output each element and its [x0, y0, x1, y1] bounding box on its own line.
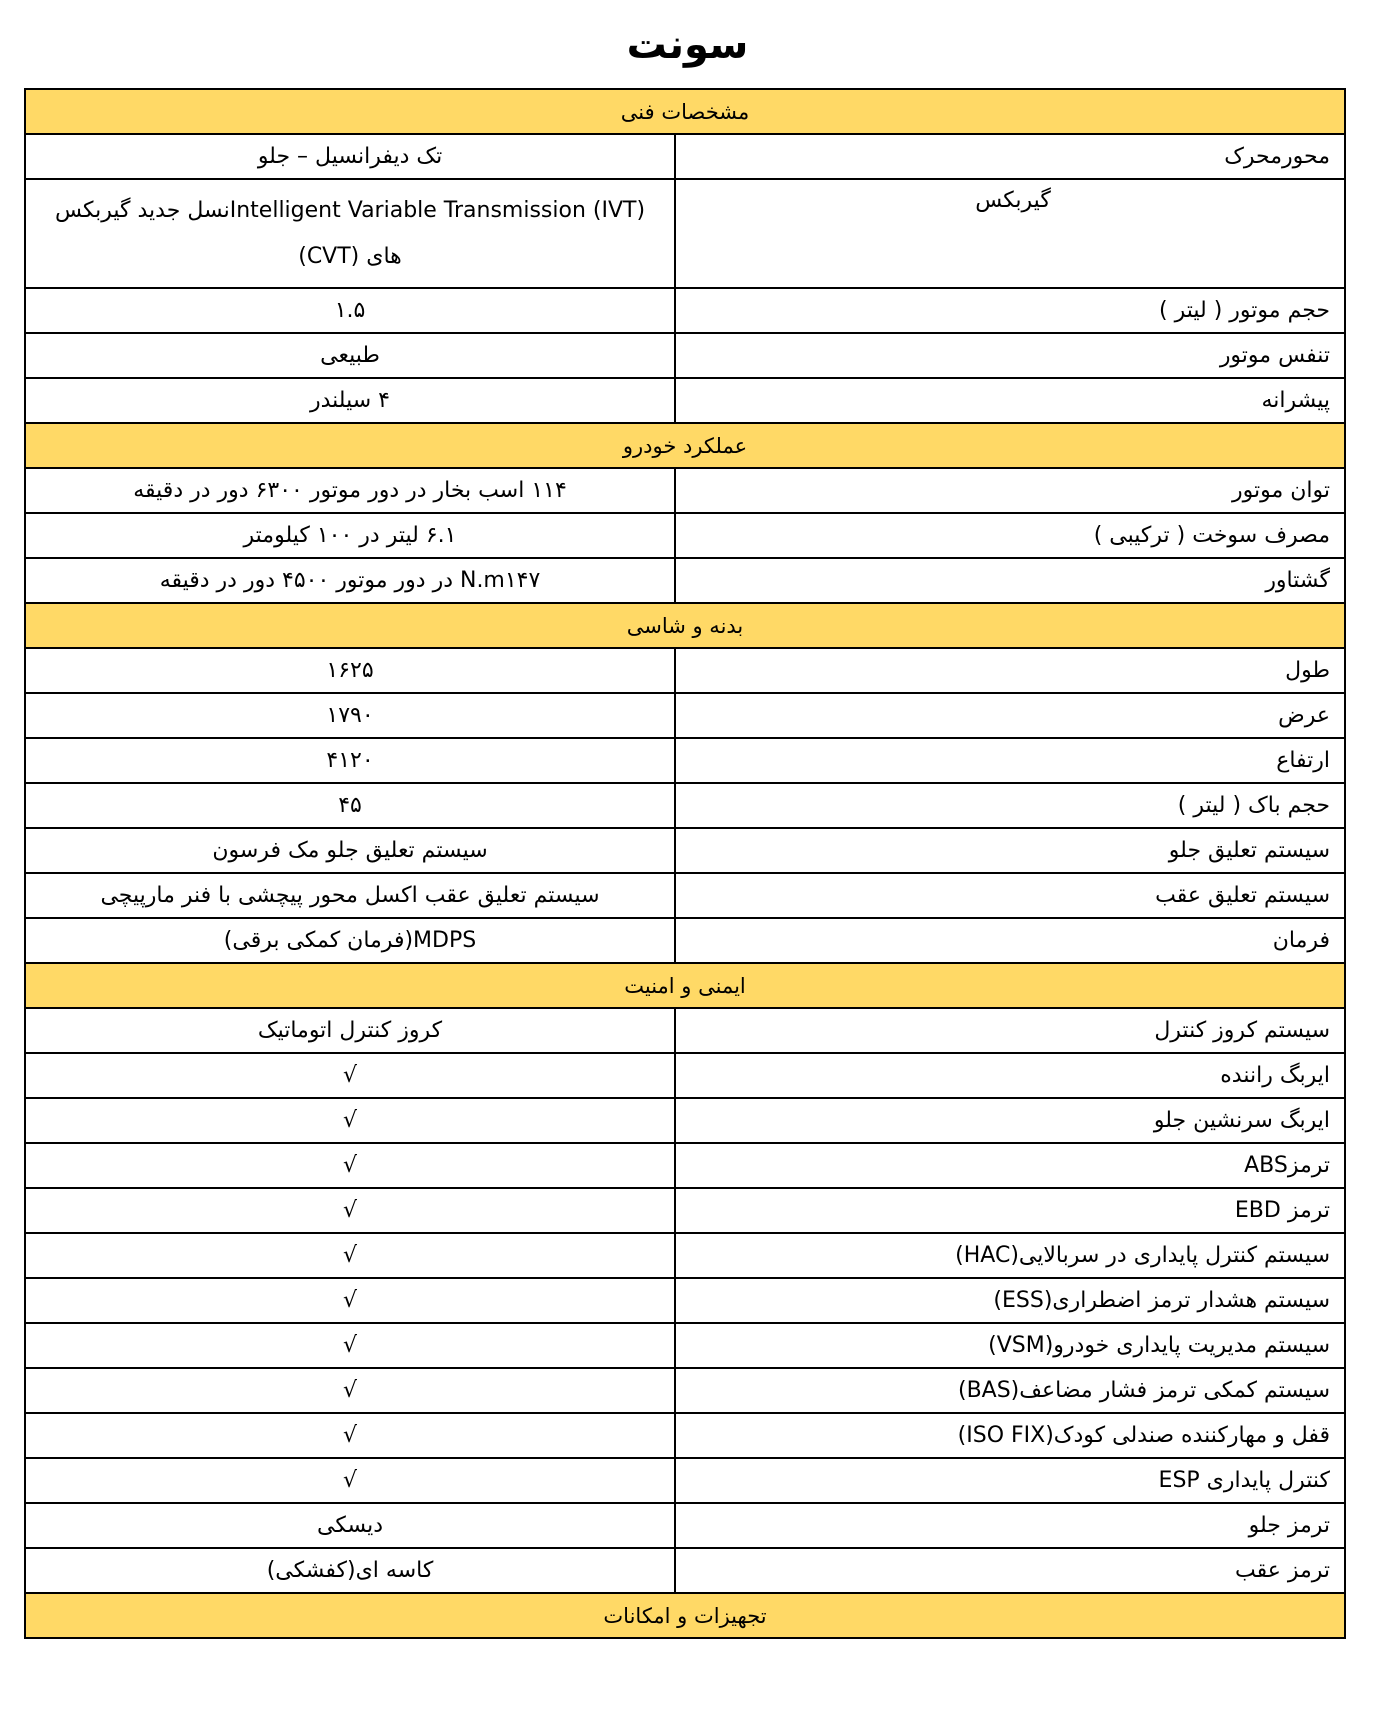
section-header-row	[25, 963, 1345, 1008]
spec-label: مصرف سوخت ( ترکیبی )	[675, 513, 1345, 558]
spec-label: سیستم تعلیق عقب	[675, 873, 1345, 918]
table-row	[25, 1278, 1345, 1323]
spec-label: پیشرانه	[675, 378, 1345, 423]
table-row	[25, 179, 1345, 288]
table-row	[25, 873, 1345, 918]
spec-value: کاسه ای(کفشکی)	[25, 1548, 675, 1593]
spec-value: ۱۷۹۰	[25, 693, 675, 738]
spec-label: سیستم هشدار ترمز اضطراری(ESS)	[675, 1278, 1345, 1323]
spec-value: سیستم تعلیق جلو مک فرسون	[25, 828, 675, 873]
spec-label: تنفس موتور	[675, 333, 1345, 378]
section-header-row	[25, 423, 1345, 468]
spec-label: ایربگ سرنشین جلو	[675, 1098, 1345, 1143]
table-row	[25, 648, 1345, 693]
spec-label: سیستم تعلیق جلو	[675, 828, 1345, 873]
table-row	[25, 1368, 1345, 1413]
checkmark-icon: √	[25, 1098, 675, 1143]
spec-label: توان موتور	[675, 468, 1345, 513]
table-row	[25, 1188, 1345, 1233]
table-row	[25, 738, 1345, 783]
spec-label: ترمز جلو	[675, 1503, 1345, 1548]
table-row	[25, 1053, 1345, 1098]
checkmark-icon: √	[25, 1053, 675, 1098]
spec-label: ترمزABS	[675, 1143, 1345, 1188]
spec-label: حجم باک ( لیتر )	[675, 783, 1345, 828]
specifications-table	[24, 88, 1346, 1639]
spec-label: سیستم مدیریت پایداری خودرو(VSM)	[675, 1323, 1345, 1368]
section-heading: مشخصات فنی	[25, 89, 1345, 134]
spec-label: محورمحرک	[675, 134, 1345, 179]
spec-label: ارتفاع	[675, 738, 1345, 783]
spec-value: ۴ سیلندر	[25, 378, 675, 423]
checkmark-icon: √	[25, 1458, 675, 1503]
spec-label: سیستم کروز کنترل	[675, 1008, 1345, 1053]
spec-value: ۱۱۴ اسب بخار در دور موتور ۶۳۰۰ دور در دقیقه	[25, 468, 675, 513]
table-row	[25, 783, 1345, 828]
spec-label: عرض	[675, 693, 1345, 738]
spec-label: گیربکس	[675, 179, 1345, 288]
page-title: سونت	[626, 22, 749, 68]
checkmark-icon: √	[25, 1413, 675, 1458]
checkmark-icon: √	[25, 1278, 675, 1323]
table-row	[25, 693, 1345, 738]
table-row	[25, 378, 1345, 423]
spec-value: تک دیفرانسیل – جلو	[25, 134, 675, 179]
section-header-row	[25, 603, 1345, 648]
spec-value: طبیعی	[25, 333, 675, 378]
table-row	[25, 1413, 1345, 1458]
section-heading: تجهیزات و امکانات	[25, 1593, 1345, 1638]
spec-label: ایربگ راننده	[675, 1053, 1345, 1098]
checkmark-icon: √	[25, 1368, 675, 1413]
table-row	[25, 1503, 1345, 1548]
table-row	[25, 134, 1345, 179]
spec-label: حجم موتور ( لیتر )	[675, 288, 1345, 333]
table-row	[25, 1458, 1345, 1503]
spec-value: MDPS(فرمان کمکی برقی)	[25, 918, 675, 963]
spec-value: ۴۱۲۰	[25, 738, 675, 783]
section-header-row	[25, 89, 1345, 134]
table-row	[25, 513, 1345, 558]
spec-value: ۱.۵	[25, 288, 675, 333]
spec-label: ترمز عقب	[675, 1548, 1345, 1593]
spec-label: سیستم کمکی ترمز فشار مضاعف(BAS)	[675, 1368, 1345, 1413]
table-row	[25, 468, 1345, 513]
table-row	[25, 1233, 1345, 1278]
checkmark-icon: √	[25, 1233, 675, 1278]
spec-label: فرمان	[675, 918, 1345, 963]
table-row	[25, 333, 1345, 378]
spec-value: ۱۶۲۵	[25, 648, 675, 693]
spec-value: Intelligent Variable Transmission (IVT)نسل جدید گیربکس های (CVT)	[25, 179, 675, 288]
spec-label: قفل و مهارکننده صندلی کودک(ISO FIX)	[675, 1413, 1345, 1458]
spec-label: سیستم کنترل پایداری در سربالایی(HAC)	[675, 1233, 1345, 1278]
table-row	[25, 1548, 1345, 1593]
spec-label: گشتاور	[675, 558, 1345, 603]
spec-label: ترمز EBD	[675, 1188, 1345, 1233]
spec-value: دیسکی	[25, 1503, 675, 1548]
checkmark-icon: √	[25, 1143, 675, 1188]
spec-label: کنترل پایداری ESP	[675, 1458, 1345, 1503]
section-heading: ایمنی و امنیت	[25, 963, 1345, 1008]
table-row	[25, 1098, 1345, 1143]
spec-value: سیستم تعلیق عقب اکسل محور پیچشی با فنر مارپیچی	[25, 873, 675, 918]
spec-label: طول	[675, 648, 1345, 693]
section-header-row	[25, 1593, 1345, 1638]
spec-value: ۴۵	[25, 783, 675, 828]
table-row	[25, 288, 1345, 333]
spec-value: N.m۱۴۷ در دور موتور ۴۵۰۰ دور در دقیقه	[25, 558, 675, 603]
table-row	[25, 828, 1345, 873]
checkmark-icon: √	[25, 1323, 675, 1368]
section-heading: بدنه و شاسی	[25, 603, 1345, 648]
table-row	[25, 1143, 1345, 1188]
table-row	[25, 918, 1345, 963]
section-heading: عملکرد خودرو	[25, 423, 1345, 468]
specifications-table-body	[25, 89, 1345, 1638]
spec-value: کروز کنترل اتوماتیک	[25, 1008, 675, 1053]
checkmark-icon: √	[25, 1188, 675, 1233]
table-row	[25, 1323, 1345, 1368]
spec-value: ۶.۱ لیتر در ۱۰۰ کیلومتر	[25, 513, 675, 558]
table-row	[25, 1008, 1345, 1053]
table-row	[25, 558, 1345, 603]
